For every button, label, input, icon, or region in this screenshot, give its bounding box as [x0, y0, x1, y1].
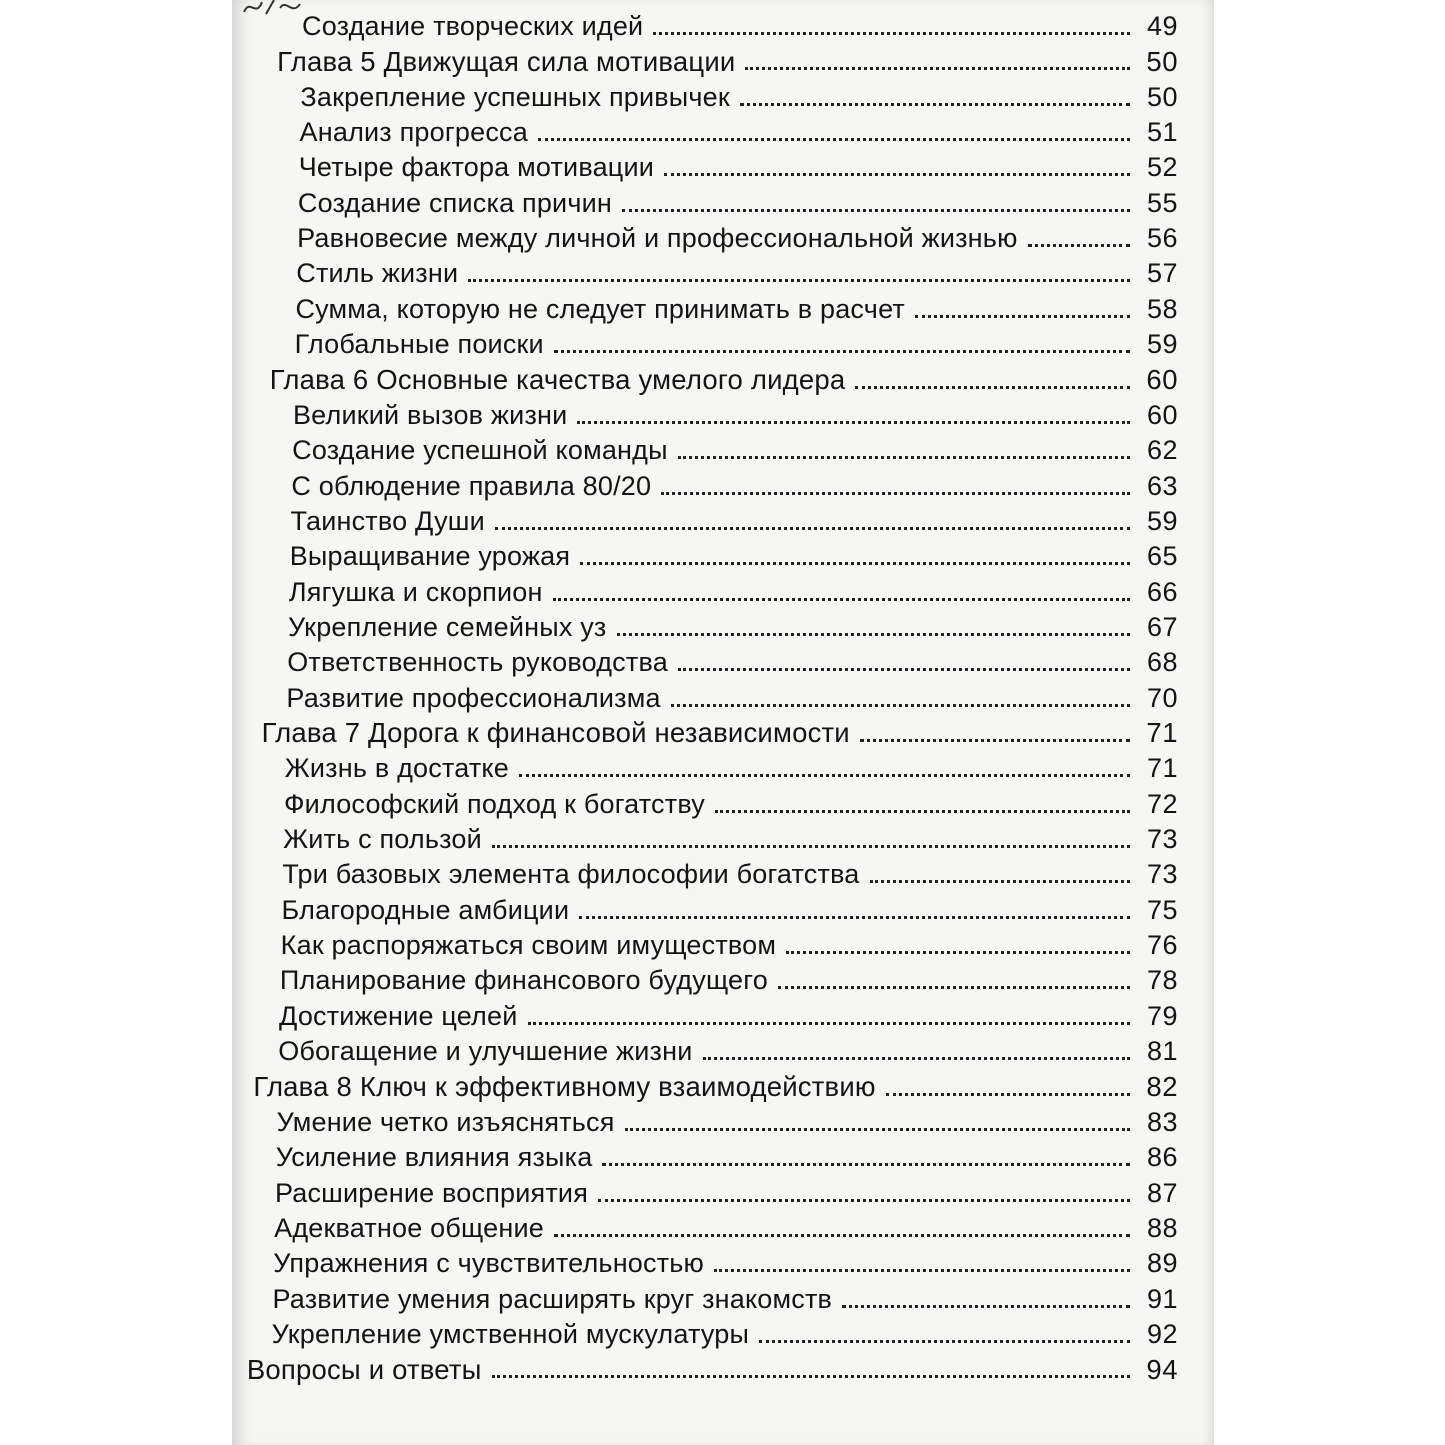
page-number: 72 [1146, 788, 1178, 819]
dot-leader [554, 350, 1130, 353]
section-title: Развитие умения расширять круг знакомств [272, 1283, 833, 1314]
dot-leader [860, 739, 1130, 742]
section-title: Лягушка и скорпион [288, 576, 543, 607]
section-title: Усиление влияния языка [275, 1142, 593, 1173]
toc-chapter-row [262, 709, 1178, 749]
dot-leader [579, 916, 1130, 919]
toc-row [277, 1098, 1178, 1138]
page-number: 82 [1146, 1070, 1178, 1102]
toc-row [298, 179, 1178, 219]
toc-row [285, 744, 1178, 784]
toc-row [272, 1310, 1178, 1350]
page-number: 60 [1146, 363, 1178, 395]
dot-leader [653, 32, 1130, 35]
page-number: 88 [1146, 1212, 1178, 1243]
section-title: Укрепление семейных уз [288, 611, 607, 642]
toc-chapter-row [253, 1063, 1178, 1103]
dot-leader [678, 456, 1130, 459]
section-title: Обогащение и улучшение жизни [278, 1036, 693, 1067]
dot-leader [468, 279, 1130, 282]
toc-row [274, 1204, 1178, 1244]
section-title: С облюдение правила 80/20 [291, 470, 652, 501]
section-title: Создание списка причин [297, 187, 612, 218]
toc-row [290, 532, 1178, 572]
dot-leader [492, 1375, 1130, 1378]
section-title: Великий вызов жизни [292, 399, 568, 430]
dot-leader [661, 492, 1130, 495]
page-number: 73 [1146, 824, 1178, 854]
page-number: 89 [1146, 1248, 1178, 1279]
dot-leader [495, 527, 1130, 530]
page-number: 68 [1146, 647, 1178, 678]
toc-row [276, 1133, 1178, 1173]
page-number: 59 [1146, 329, 1178, 360]
toc-chapter-row [247, 1345, 1178, 1385]
toc-row [288, 603, 1178, 643]
toc-row [295, 285, 1178, 325]
page-number: 50 [1146, 81, 1178, 112]
dot-leader [598, 1199, 1130, 1202]
page-number: 70 [1146, 682, 1178, 713]
page-number: 76 [1146, 930, 1178, 961]
toc-row [300, 73, 1178, 113]
dot-leader [715, 810, 1130, 813]
section-title: Укрепление умственной мускулатуры [271, 1318, 750, 1349]
section-title: Философский подход к богатству [283, 788, 705, 819]
section-title: Закрепление успешных привычек [300, 81, 730, 112]
dot-leader [786, 951, 1130, 954]
page-number: 66 [1146, 576, 1178, 607]
toc-row [296, 249, 1178, 289]
chapter-title: Глава 8 Ключ к эффективному взаимодействию [253, 1070, 876, 1102]
section-title: Создание успешной команды [292, 435, 668, 466]
toc-row [289, 568, 1178, 608]
dot-leader [842, 1305, 1130, 1308]
toc-row [300, 108, 1178, 148]
toc-row [295, 320, 1178, 360]
section-title: Три базовых элемента философии богатства [282, 859, 860, 890]
section-title: Благородные амбиции [281, 894, 570, 925]
toc-chapter-row [270, 356, 1178, 396]
dot-leader [886, 1093, 1130, 1096]
section-title: Стиль жизни [296, 258, 459, 289]
page-number: 81 [1146, 1036, 1178, 1067]
section-title: Жизнь в достатке [284, 753, 509, 784]
page-number: 87 [1146, 1177, 1178, 1208]
page-number: 58 [1146, 293, 1178, 324]
page-number: 59 [1146, 505, 1178, 536]
dot-leader [580, 562, 1130, 565]
dot-leader [678, 668, 1130, 671]
toc-row [280, 956, 1178, 996]
section-title: Планирование финансового будущего [279, 965, 768, 996]
page-number: 50 [1146, 45, 1178, 77]
toc-row [283, 815, 1178, 855]
section-title: Четыре фактора мотивации [298, 152, 655, 183]
page-number: 92 [1146, 1318, 1178, 1349]
section-title: Упражнения с чувствительностью [273, 1248, 705, 1279]
dot-leader [714, 1269, 1130, 1272]
dot-leader [528, 1022, 1130, 1025]
toc-row [273, 1239, 1178, 1279]
dot-leader [492, 845, 1130, 848]
dot-leader [915, 315, 1130, 318]
dot-leader [703, 1057, 1130, 1060]
section-title: Анализ прогресса [299, 117, 528, 147]
section-title: Жить с пользой [283, 824, 482, 854]
page-number: 62 [1146, 435, 1178, 466]
toc-row [284, 780, 1178, 820]
page-number: 49 [1146, 10, 1178, 41]
page-number: 71 [1146, 753, 1178, 784]
toc-row [275, 1169, 1178, 1209]
dot-leader [740, 103, 1130, 106]
dot-leader [745, 67, 1130, 70]
section-title: Достижение целей [279, 1000, 518, 1031]
dot-leader [759, 1340, 1130, 1343]
page-number: 55 [1146, 187, 1178, 218]
page-number: 63 [1146, 470, 1178, 501]
dot-leader [664, 173, 1130, 176]
page-number: 56 [1146, 223, 1178, 254]
page-number: 75 [1146, 894, 1178, 925]
section-title: Как распоряжаться своим имуществом [280, 930, 777, 961]
toc-row [291, 497, 1178, 537]
page-number: 65 [1146, 541, 1178, 572]
toc-row [272, 1275, 1178, 1315]
section-title: Адекватное общение [274, 1212, 544, 1243]
page-number: 83 [1146, 1106, 1178, 1137]
section-title: Выращивание урожая [289, 541, 571, 572]
dot-leader [622, 209, 1130, 212]
toc-row [287, 638, 1178, 678]
toc-row [299, 143, 1178, 183]
section-title: Глобальные поиски [294, 329, 544, 360]
section-title: Расширение восприятия [274, 1177, 589, 1208]
chapter-title: Глава 7 Дорога к финансовой независимости [261, 717, 850, 749]
dot-leader [577, 421, 1130, 424]
page-number: 73 [1146, 859, 1178, 890]
page-number: 91 [1146, 1283, 1178, 1314]
toc-row [282, 886, 1179, 926]
page-number: 52 [1146, 152, 1178, 183]
section-title: Равновесие между личной и профессиональной жизнью [297, 223, 1018, 254]
toc-row [286, 674, 1178, 714]
toc-row [292, 426, 1178, 466]
dot-leader [778, 986, 1130, 989]
toc-row [281, 921, 1178, 961]
toc-row [291, 462, 1178, 502]
dot-leader [602, 1163, 1130, 1166]
page-number: 71 [1146, 717, 1178, 749]
section-title: Сумма, которую не следует принимать в расчет [295, 293, 905, 324]
page-number: 94 [1146, 1353, 1178, 1385]
toc-row [279, 992, 1178, 1032]
toc-row [282, 850, 1178, 890]
dot-leader [1028, 244, 1130, 247]
toc-row [278, 1027, 1178, 1067]
page-number: 67 [1146, 611, 1178, 642]
toc-row [297, 214, 1178, 254]
section-title: Развитие профессионализма [286, 682, 661, 713]
chapter-title: Глава 6 Основные качества умелого лидера [269, 363, 846, 395]
section-title: Таинство Души [290, 505, 485, 536]
toc-chapter-row [277, 37, 1178, 77]
page-number: 60 [1146, 399, 1178, 430]
page-number: 51 [1146, 117, 1178, 147]
dot-leader [538, 138, 1130, 141]
toc-row [302, 2, 1178, 42]
dot-leader [870, 880, 1130, 883]
dot-leader [855, 386, 1130, 389]
dot-leader [554, 1234, 1130, 1237]
dot-leader [625, 1128, 1130, 1131]
section-title: Умение четко изъясняться [276, 1106, 615, 1137]
dot-leader [671, 704, 1130, 707]
page-number: 78 [1146, 965, 1178, 996]
section-title: Ответственность руководства [287, 647, 668, 678]
book-page [232, 0, 1214, 1445]
chapter-title: Вопросы и ответы [246, 1353, 482, 1385]
page-number: 57 [1146, 258, 1178, 289]
page-number: 79 [1146, 1000, 1178, 1031]
toc-row [293, 391, 1178, 431]
dot-leader [617, 633, 1130, 636]
chapter-title: Глава 5 Движущая сила мотивации [277, 45, 736, 77]
section-title: Создание творческих идей [302, 10, 644, 41]
page-number: 86 [1146, 1142, 1178, 1173]
dot-leader [553, 598, 1130, 601]
dot-leader [519, 774, 1130, 777]
handwritten-mark [240, 0, 310, 24]
